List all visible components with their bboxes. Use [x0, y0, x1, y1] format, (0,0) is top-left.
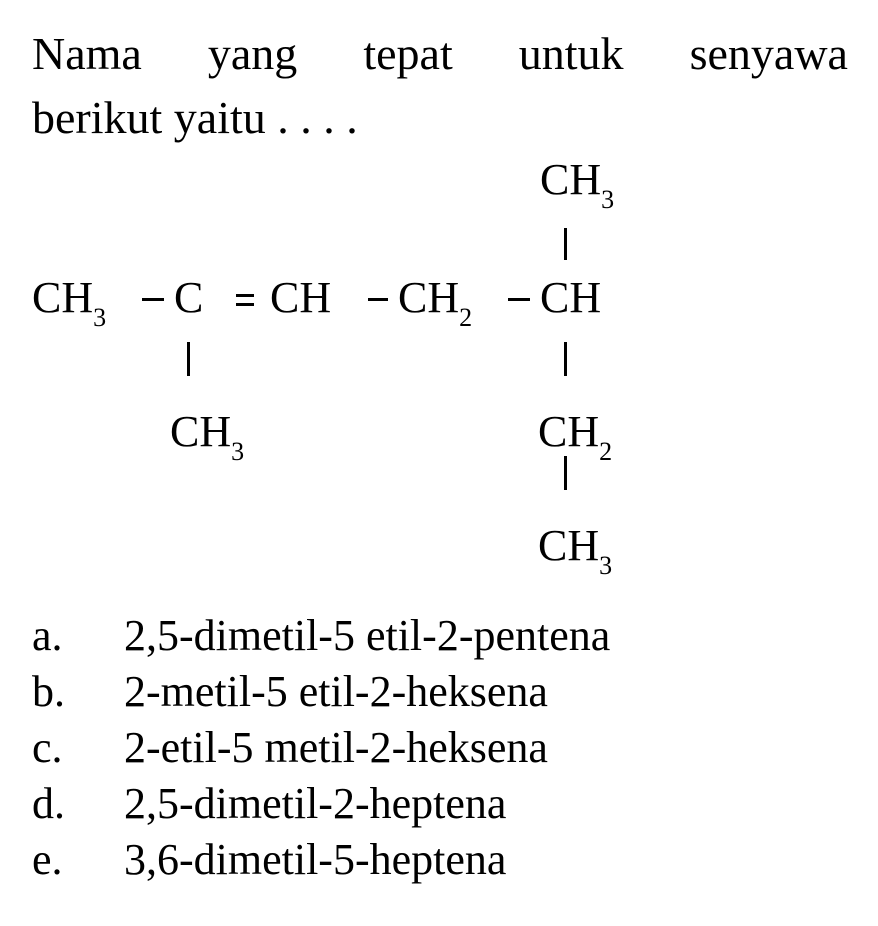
bond-c4-c5: [508, 298, 530, 301]
main-c3: CH: [270, 273, 332, 322]
option-letter: a.: [32, 611, 63, 660]
option-letter: e.: [32, 835, 63, 884]
question-line-2: berikut yaitu . . . .: [32, 92, 358, 143]
option-letter: d.: [32, 779, 65, 828]
bond-c2-branch: [187, 342, 190, 376]
option-text: 2-etil-5 metil-2-heksena: [124, 723, 548, 772]
main-c2: C: [174, 273, 204, 322]
option-letter: c.: [32, 723, 63, 772]
c2-methyl: $CH_3$: [170, 407, 245, 466]
option-text: 3,6-dimetil-5-heptena: [124, 835, 507, 884]
bond-c5-top: [564, 228, 567, 260]
question-word: senyawa: [689, 28, 848, 79]
c5-top-methyl: $CH_3$: [540, 155, 615, 214]
option-b[interactable]: [32, 664, 610, 720]
c5-ethyl-ch3: $CH_3$: [538, 521, 613, 580]
bond-c3-c4: [368, 298, 388, 301]
double-bond-c2-c3: [236, 294, 254, 306]
bond-ethyl: [564, 456, 567, 490]
bond-c1-c2: [142, 298, 164, 301]
option-text: 2-metil-5 etil-2-heksena: [124, 667, 548, 716]
question-word: Nama: [32, 28, 142, 79]
option-c[interactable]: [32, 720, 610, 776]
main-c1: $CH_3$: [32, 273, 107, 332]
option-d[interactable]: [32, 776, 610, 832]
main-c5: CH: [540, 273, 602, 322]
option-text: 2,5-dimetil-5 etil-2-pentena: [124, 611, 611, 660]
answer-options: [32, 608, 610, 888]
question-word: untuk: [518, 28, 624, 79]
c5-ethyl-ch2: $CH_2$: [538, 407, 613, 466]
option-e[interactable]: [32, 832, 610, 888]
bond-c5-bottom: [564, 342, 567, 376]
option-letter: b.: [32, 667, 65, 716]
option-text: 2,5-dimetil-2-heptena: [124, 779, 507, 828]
option-a[interactable]: [32, 608, 610, 664]
question-word: tepat: [363, 28, 453, 79]
main-c4: $CH_2$: [398, 273, 473, 332]
question-word: yang: [207, 28, 298, 79]
